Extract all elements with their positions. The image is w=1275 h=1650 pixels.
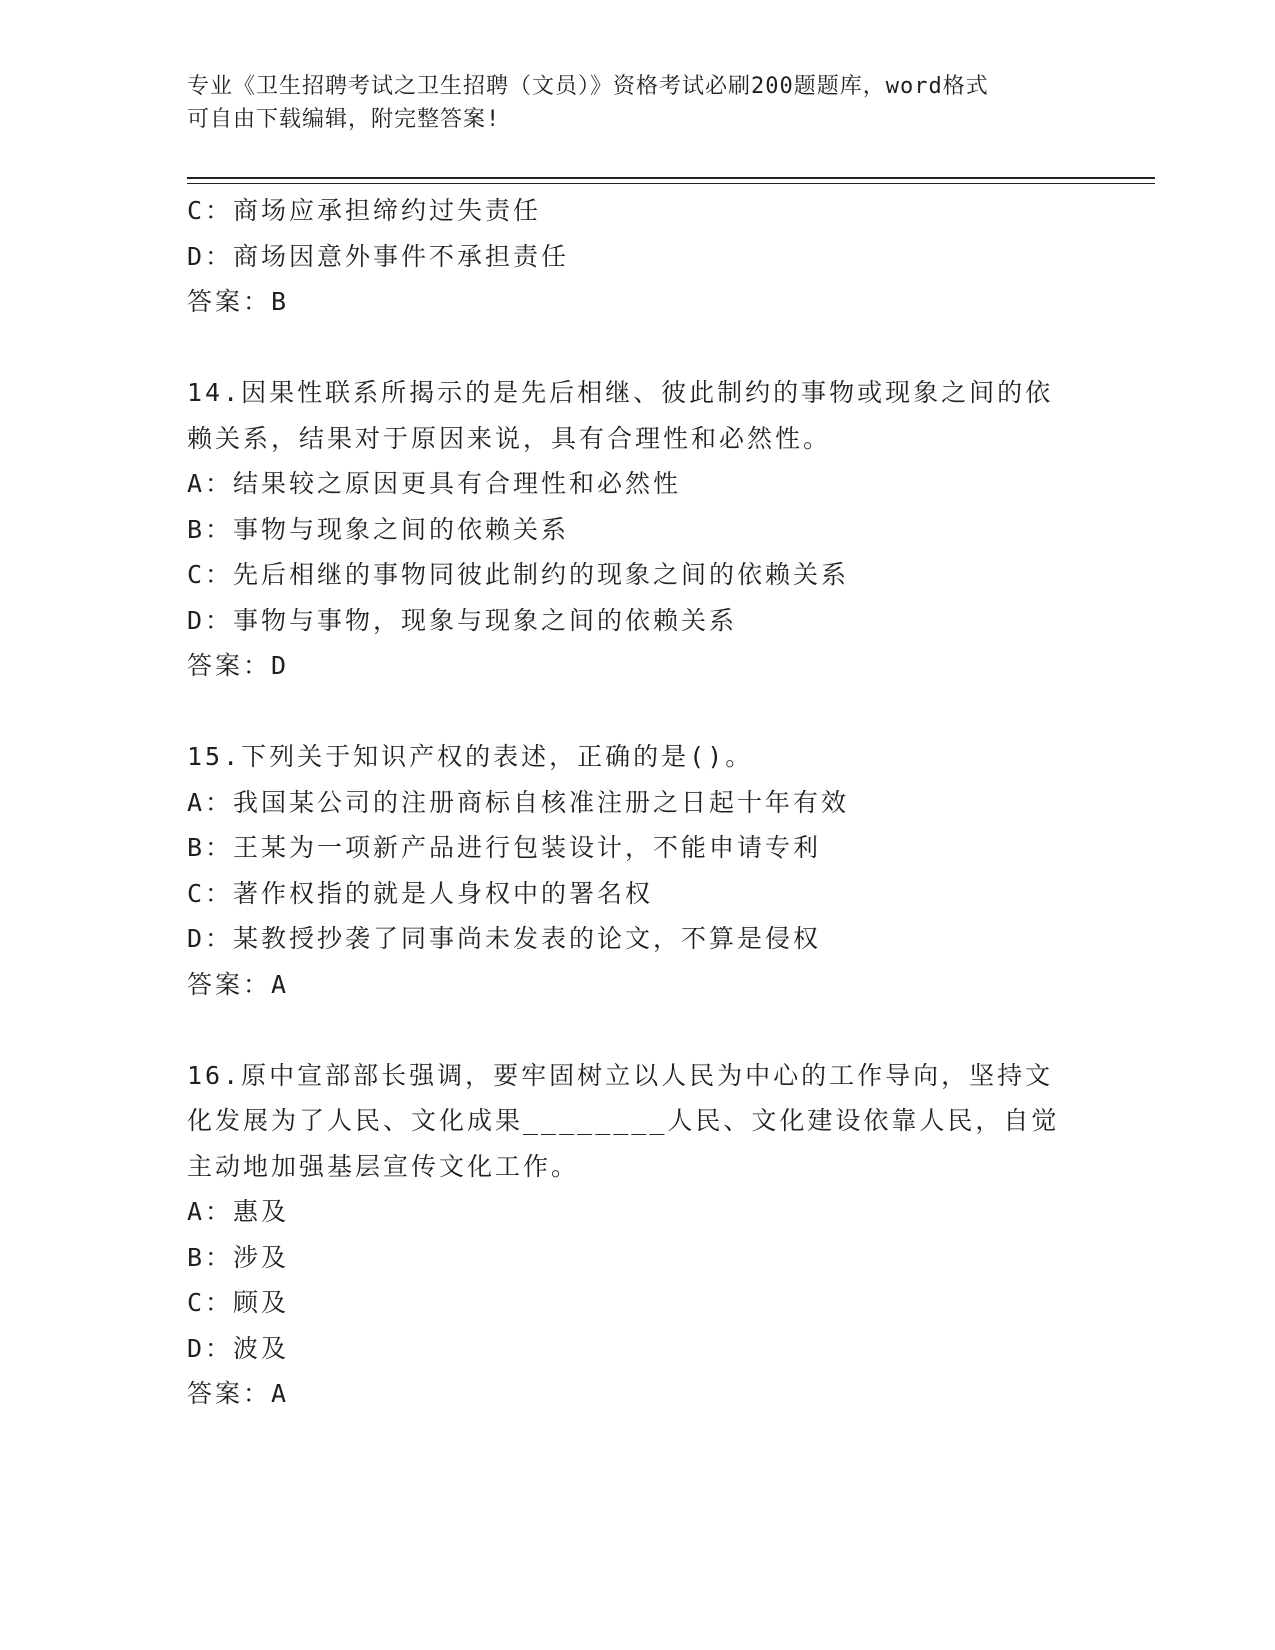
q14-stem — [187, 370, 1087, 461]
answer-value: B — [271, 287, 288, 316]
q15-stem-line-1: 15.下列关于知识产权的表述，正确的是()。 — [187, 742, 754, 771]
q13-answer — [187, 279, 1087, 325]
q14-stem-line-2: 赖关系，结果对于原因来说，具有合理性和必然性。 — [187, 423, 832, 453]
answer-label: 答案： — [187, 287, 272, 316]
q15-option-b: B：王某为一项新产品进行包装设计，不能申请专利 — [187, 833, 822, 862]
spacer — [187, 325, 1087, 371]
q14-option-b: B：事物与现象之间的依赖关系 — [187, 514, 570, 544]
question-14 — [187, 370, 1087, 689]
q15-option-d: D：某教授抄袭了同事尚未发表的论文，不算是侵权 — [187, 924, 822, 953]
header-rule-thin — [187, 183, 1155, 184]
question-16 — [187, 1053, 1087, 1417]
q15-answer — [187, 962, 1087, 1008]
q16-answer — [187, 1371, 1087, 1417]
q16-stem-line-1: 16.原中宣部部长强调，要牢固树立以人民为中心的工作导向，坚持文 — [187, 1060, 1054, 1090]
question-content — [187, 188, 1087, 1417]
q16-option-b: B：涉及 — [187, 1242, 290, 1272]
header-line-2: 可自由下载编辑，附完整答案! — [187, 107, 501, 132]
q15-option-c: C：著作权指的就是人身权中的署名权 — [187, 878, 654, 908]
answer-value: A — [271, 969, 288, 999]
document-header — [187, 70, 1067, 136]
q16-option-a: A：惠及 — [187, 1197, 290, 1226]
q14-option-a: A：结果较之原因更具有合理性和必然性 — [187, 469, 682, 498]
question-13 — [187, 188, 1087, 325]
q15-option-a: A：我国某公司的注册商标自核准注册之日起十年有效 — [187, 787, 850, 817]
q16-stem — [187, 1053, 1087, 1190]
header-line-1: 专业《卫生招聘考试之卫生招聘（文员）》资格考试必刷200题题库，word格式 — [187, 74, 989, 99]
q16-stem-line-3: 主动地加强基层宣传文化工作。 — [187, 1151, 580, 1181]
q13-option-c: C：商场应承担缔约过失责任 — [187, 196, 542, 225]
question-15 — [187, 734, 1087, 1007]
q14-answer — [187, 643, 1087, 689]
answer-label: 答案： — [187, 1379, 272, 1408]
q15-stem — [187, 734, 1087, 780]
q13-option-d: D：商场因意外事件不承担责任 — [187, 241, 570, 271]
answer-label: 答案： — [187, 651, 272, 680]
answer-label: 答案： — [187, 969, 272, 999]
q16-option-c: C：顾及 — [187, 1288, 290, 1317]
answer-value: A — [271, 1379, 288, 1408]
q14-option-c: C：先后相继的事物同彼此制约的现象之间的依赖关系 — [187, 560, 850, 589]
header-rule-thick — [187, 177, 1155, 179]
q14-stem-line-1: 14.因果性联系所揭示的是先后相继、彼此制约的事物或现象之间的依 — [187, 378, 1054, 407]
q14-option-d: D：事物与事物，现象与现象之间的依赖关系 — [187, 605, 738, 635]
q16-stem-line-2: 化发展为了人民、文化成果________人民、文化建设依靠人民，自觉 — [187, 1106, 1060, 1135]
spacer — [187, 1007, 1087, 1053]
spacer — [187, 689, 1087, 735]
q16-option-d: D：波及 — [187, 1333, 290, 1363]
answer-value: D — [271, 651, 288, 680]
